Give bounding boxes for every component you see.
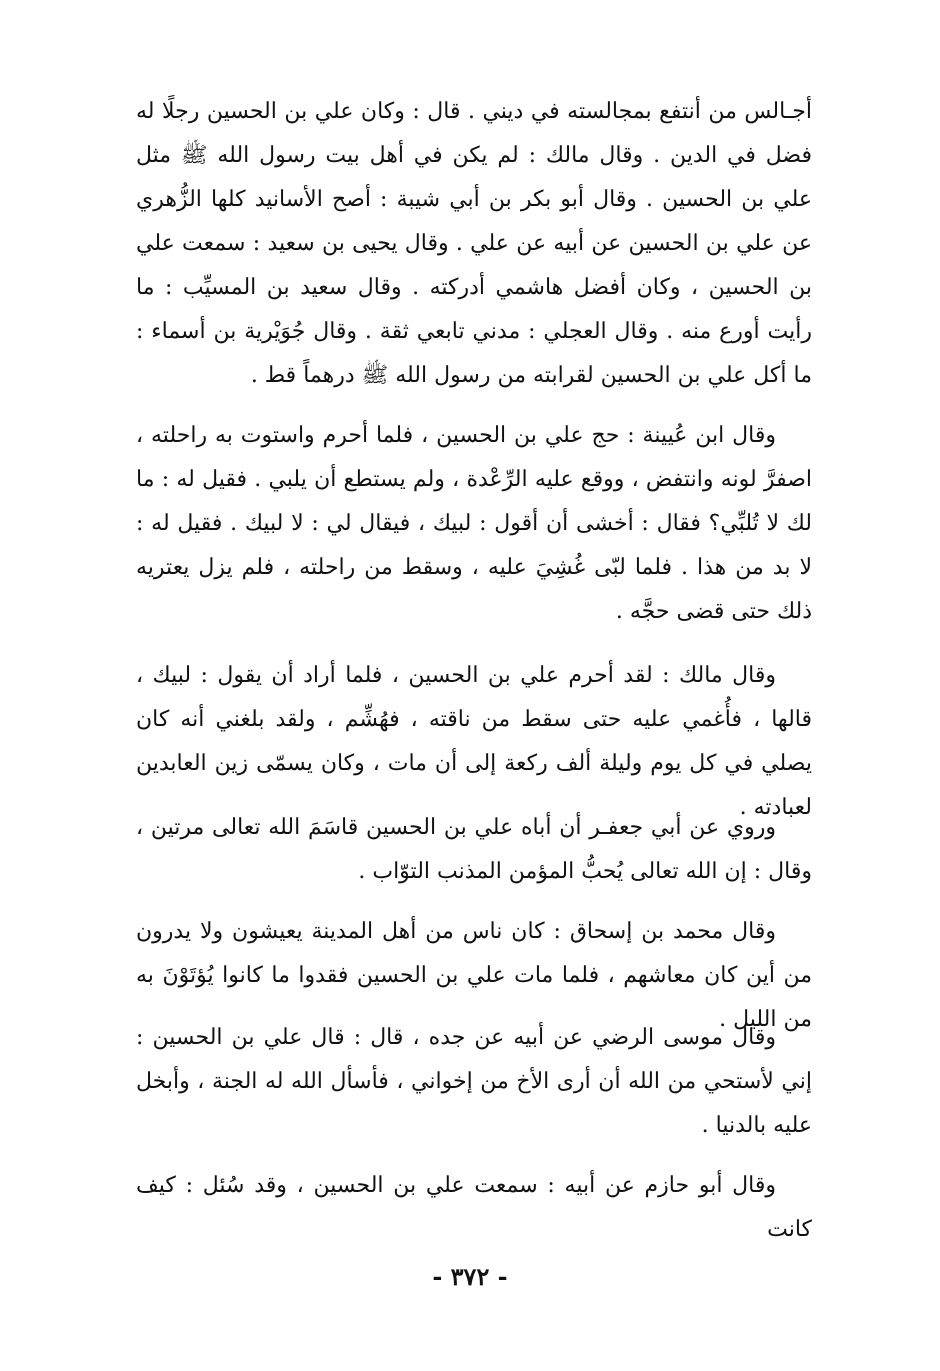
paragraph-text: وقال مالك : لقد أحرم علي بن الحسين ، فلما أراد أن يقول : لبيك ، قالها ، فأُغمي عليه حتى سقط من ناقته ، فهُشِّم ، ولقد بلغني أنه كان يصلي في كل يوم وليلة ألف ركعة إلى أن مات ، وكان يسمّى زين العابدين لعبادته .: [136, 663, 812, 820]
paragraph-1: [136, 90, 812, 398]
paragraph-text: وقال محمد بن إسحاق : كان ناس من أهل المدينة يعيشون ولا يدرون من أين كان معاشهم ، فلما مات علي بن الحسين فقدوا ما كانوا يُؤتَوْنَ به من الليل .: [136, 919, 812, 1032]
paragraph-7: [136, 1164, 812, 1252]
paragraph-text: وقال أبو حازم عن أبيه : سمعت علي بن الحسين ، وقد سُئل : كيف كانت: [136, 1173, 812, 1242]
paragraph-text: وقال موسى الرضي عن أبيه عن جده ، قال : قال علي بن الحسين : إني لأستحي من الله أن أرى الأخ من إخواني ، فأسأل الله له الجنة ، وأبخل عليه بالدنيا .: [136, 1025, 812, 1138]
paragraph-3: [136, 654, 812, 830]
paragraph-2: [136, 414, 812, 634]
paragraph-4: [136, 806, 812, 894]
paragraph-text: أجـالس من أنتفع بمجالسته في ديني . قال : وكان علي بن الحسين رجلًا له فضل في الدين . وقال مالك : لم يكن في أهل بيت رسول الله ﷺ مثل علي بن الحسين . وقال أبو بكر بن أبي شيبة : أصح الأسانيد كلها الزُّهري عن علي بن الحسين عن أبيه عن علي . وقال يحيى بن سعيد : سمعت علي بن الحسين ، وكان أفضل هاشمي أدركته . وقال سعيد بن المسيِّب : ما رأيت أورع منه . وقال العجلي : مدني تابعي ثقة . وقال جُوَيْرية بن أسماء : ما أكل علي بن الحسين لقرابته من رسول الله ﷺ درهماً قط .: [136, 99, 812, 388]
paragraph-text: وقال ابن عُيينة : حج علي بن الحسين ، فلما أحرم واستوت به راحلته ، اصفرَّ لونه وانتفض ، ووقع عليه الرِّعْدة ، ولم يستطع أن يلبي . فقيل له : ما لك لا تُلبِّي؟ فقال : أخشى أن أقول : لبيك ، فيقال لي : لا لبيك . فقيل له : لا بد من هذا . فلما لبّى غُشِيَ عليه ، وسقط من راحلته ، فلم يزل يعتريه ذلك حتى قضى حجَّه .: [136, 423, 812, 624]
page-number: - ٣٧٢ -: [432, 1262, 508, 1291]
paragraph-text: وروي عن أبي جعفـر أن أباه علي بن الحسين قاسَمَ الله تعالى مرتين ، وقال : إن الله تعالى يُحبُّ المؤمن المذنب التوّاب .: [136, 815, 812, 884]
paragraph-6: [136, 1016, 812, 1148]
